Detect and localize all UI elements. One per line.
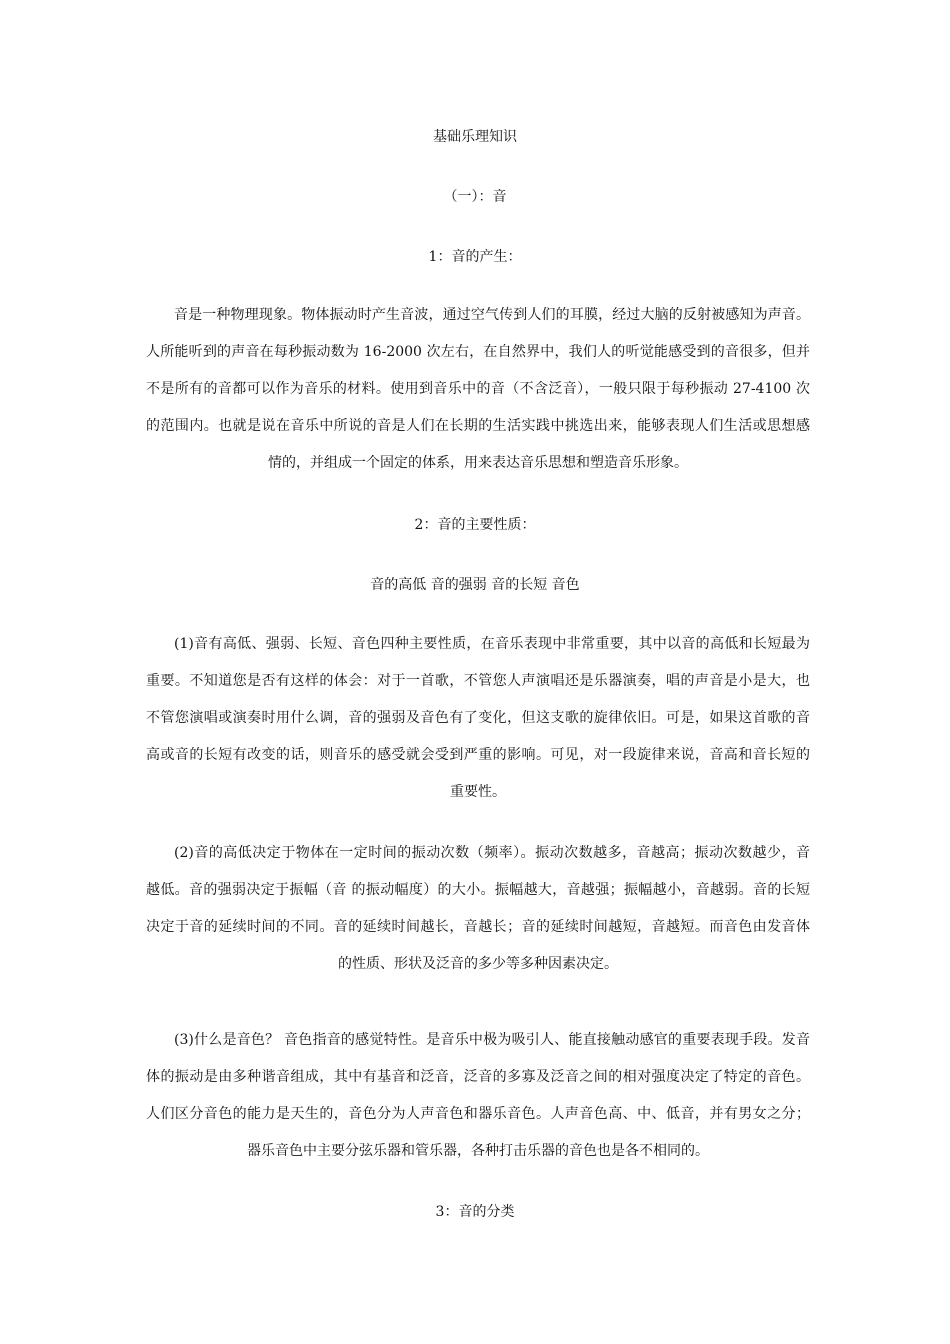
paragraph-line: 决定于音的延续时间的不同。音的延续时间越长，音越长；音的延续时间越短，音越短。而音色由发音体 <box>146 919 810 935</box>
paragraph-line: 重要性。 <box>450 784 506 800</box>
paragraph-property-1 <box>146 634 810 819</box>
paragraph-line: 人们区分音色的能力是天生的，音色分为人声音色和器乐音色。人声音色高、中、低音，并有男女之分； <box>146 1106 810 1122</box>
paragraph-sound-origin <box>146 305 810 490</box>
paragraph-line: 的范围内。也就是说在音乐中所说的音是人们在长期的生活实践中挑选出来，能够表现人们生活或思想感 <box>146 418 810 434</box>
paragraph-property-3 <box>146 1030 810 1178</box>
subheading-sound-classification: 3：音的分类 <box>435 1204 515 1220</box>
properties-list-line: 音的高低 音的强弱 音的长短 音色 <box>370 577 580 593</box>
paragraph-line: (3)什么是音色？ 音色指音的感觉特性。是音乐中极为吸引人、能直接触动感官的重要表现手段。发音 <box>174 1032 810 1048</box>
paragraph-line: 人所能听到的声音在每秒振动数为 16-2000 次左右，在自然界中，我们人的听觉能感受到的音很多，但并 <box>146 344 810 360</box>
paragraph-property-2 <box>146 843 810 991</box>
paragraph-line: 情的，并组成一个固定的体系，用来表达音乐思想和塑造音乐形象。 <box>268 455 688 471</box>
paragraph-line: 越低。音的强弱决定于振幅（音 的振动幅度）的大小。振幅越大，音越强；振幅越小，音越弱。音的长短 <box>146 882 810 898</box>
paragraph-line: 不管您演唱或演奏时用什么调，音的强弱及音色有了变化，但这支歌的旋律依旧。可是，如果这首歌的音 <box>146 710 810 726</box>
subheading-sound-properties: 2：音的主要性质： <box>414 517 536 533</box>
subheading-sound-origin: 1：音的产生： <box>428 249 522 265</box>
paragraph-line: 高或音的长短有改变的话，则音乐的感受就会受到严重的影响。可见，对一段旋律来说，音高和音长短的 <box>146 747 810 763</box>
paragraph-line: 重要。不知道您是否有这样的体会：对于一首歌，不管您人声演唱还是乐器演奏，唱的声音是小是大，也 <box>146 673 810 689</box>
paragraph-line: 音是一种物理现象。物体振动时产生音波，通过空气传到人们的耳膜，经过大脑的反射被感知为声音。 <box>174 307 810 323</box>
document-title: 基础乐理知识 <box>433 129 517 145</box>
section-heading-sound: （一）：音 <box>443 189 507 205</box>
paragraph-line: (2)音的高低决定于物体在一定时间的振动次数（频率）。振动次数越多，音越高；振动次数越少，音 <box>174 845 810 861</box>
paragraph-line: 体的振动是由多种谐音组成，其中有基音和泛音，泛音的多寡及泛音之间的相对强度决定了特定的音色。 <box>146 1069 810 1085</box>
paragraph-line: (1)音有高低、强弱、长短、音色四种主要性质，在音乐表现中非常重要，其中以音的高低和长短最为 <box>174 636 810 652</box>
paragraph-line: 不是所有的音都可以作为音乐的材料。使用到音乐中的音（不含泛音），一般只限于每秒振动 27-4100 次 <box>146 381 810 397</box>
paragraph-line: 的性质、形状及泛音的多少等多种因素决定。 <box>338 956 618 972</box>
paragraph-line: 器乐音色中主要分弦乐器和管乐器，各种打击乐器的音色也是各不相同的。 <box>247 1143 709 1159</box>
